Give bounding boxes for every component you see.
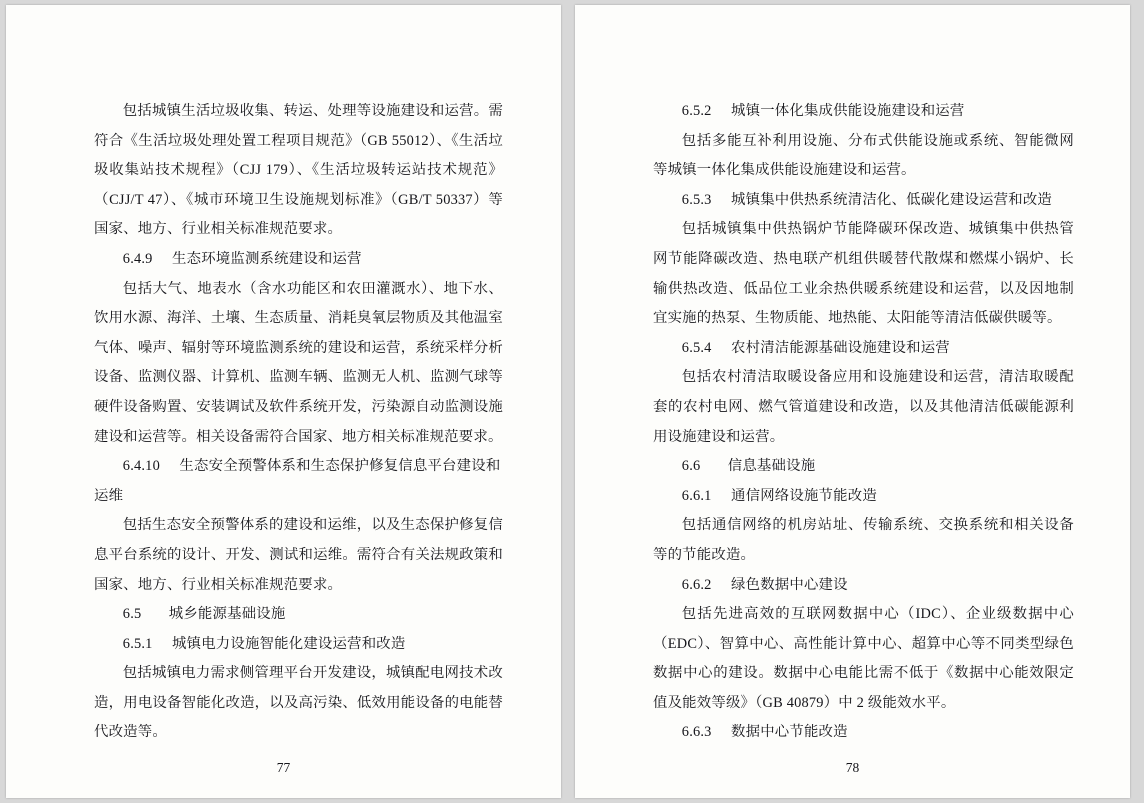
paragraph: 包括大气、地表水（含水功能区和农田灌溉水）、地下水、饮用水源、海洋、土壤、生态质量、消耗臭氧层物质及其他温室气体、噪声、辐射等环境监测系统的建设和运营，系统采样分析设备、监测仪器、计算机、监测车辆、监测无人机、监测气球等硬件设备购置、安装调试及软件系统开发，污染源自动监测设施建设和运营等。相关设备需符合国家、地方相关标准规范要求。: [94, 280, 503, 445]
section-number: 6.6: [681, 458, 701, 475]
section-heading: [653, 482, 1074, 512]
section-heading: [653, 718, 1074, 748]
document-page-right: [575, 5, 1130, 798]
section-heading: [94, 600, 503, 630]
paragraph: 包括城镇生活垃圾收集、转运、处理等设施建设和运营。需符合《生活垃圾处理处置工程项目规范》（GB 55012）、《生活垃圾收集站技术规程》（CJJ 179）、《生活垃圾转运站技术规范》（CJJ/T 47）、《城市环境卫生设施规划标准》（GB/T 50337）等国家、地方、行业相关标准规范要求。: [94, 103, 503, 238]
section-heading: [94, 452, 503, 511]
paragraph: 包括先进高效的互联网数据中心（IDC）、企业级数据中心（EDC）、智算中心、高性能计算中心、超算中心等不同类型绿色数据中心的建设。数据中心电能比需不低于《数据中心能效限定值及能效等级》（GB 40879）中 2 级能效水平。: [653, 606, 1074, 711]
section-title: 生态环境监测系统建设和运营: [172, 250, 362, 267]
section-heading: [653, 452, 1074, 482]
section-number: 6.6.1: [681, 487, 712, 504]
section-heading: [653, 334, 1074, 364]
section-heading: [653, 186, 1074, 216]
section-number: 6.6.3: [681, 724, 712, 741]
page-content-right: [653, 97, 1074, 741]
paragraph: 包括生态安全预警体系的建设和运维，以及生态保护修复信息平台系统的设计、开发、测试和运维。需符合有关法规政策和国家、地方、行业相关标准规范要求。: [94, 517, 503, 593]
section-number: 6.5: [122, 606, 142, 623]
page-number: 77: [276, 760, 291, 775]
section-title: 绿色数据中心建设: [731, 576, 848, 593]
section-number: 6.6.2: [681, 576, 712, 593]
section-title: 城镇电力设施智能化建设运营和改造: [172, 635, 406, 652]
section-number: 6.5.2: [681, 103, 712, 119]
paragraph: 包括城镇电力需求侧管理平台开发建设，城镇配电网技术改造，用电设备智能化改造，以及高污染、低效用能设备的电能替代改造等。: [94, 665, 503, 741]
section-number: 6.5.1: [122, 635, 153, 652]
section-title: 城乡能源基础设施: [168, 606, 286, 623]
paragraph: 包括通信网络的机房站址、传输系统、交换系统和相关设备等的节能改造。: [653, 517, 1074, 563]
section-title: 农村清洁能源基础设施建设和运营: [731, 339, 950, 356]
section-title: 城镇集中供热系统清洁化、低碳化建设运营和改造: [731, 191, 1053, 208]
section-title: 通信网络设施节能改造: [731, 487, 877, 504]
section-heading: [94, 630, 503, 660]
section-number: 6.4.10: [122, 458, 160, 475]
section-heading: [653, 571, 1074, 601]
section-heading: [94, 245, 503, 275]
page-content-left: [94, 97, 503, 741]
paragraph: 包括农村清洁取暖设备应用和设施建设和运营，清洁取暖配套的农村电网、燃气管道建设和改造，以及其他清洁低碳能源利用设施建设和运营。: [653, 369, 1074, 445]
section-title: 生态安全预警体系和生态保护修复信息平台建设和运维: [94, 458, 501, 504]
section-number: 6.5.3: [681, 191, 712, 208]
section-title: 数据中心节能改造: [731, 724, 848, 741]
page-number: 78: [845, 760, 860, 775]
section-heading: [653, 97, 1074, 127]
section-title: 城镇一体化集成供能设施建设和运营: [731, 103, 965, 119]
section-number: 6.5.4: [681, 339, 712, 356]
section-number: 6.4.9: [122, 250, 153, 267]
paragraph: 包括城镇集中供热锅炉节能降碳环保改造、城镇集中供热管网节能降碳改造、热电联产机组供暖替代散煤和燃煤小锅炉、长输供热改造、低品位工业余热供暖系统建设和运营，以及因地制宜实施的热泵、生物质能、地热能、太阳能等清洁低碳供暖等。: [653, 221, 1074, 327]
paragraph: 包括多能互补利用设施、分布式供能设施或系统、智能微网等城镇一体化集成供能设施建设和运营。: [653, 132, 1074, 179]
section-title: 信息基础设施: [727, 458, 816, 475]
document-page-left: [6, 5, 561, 798]
